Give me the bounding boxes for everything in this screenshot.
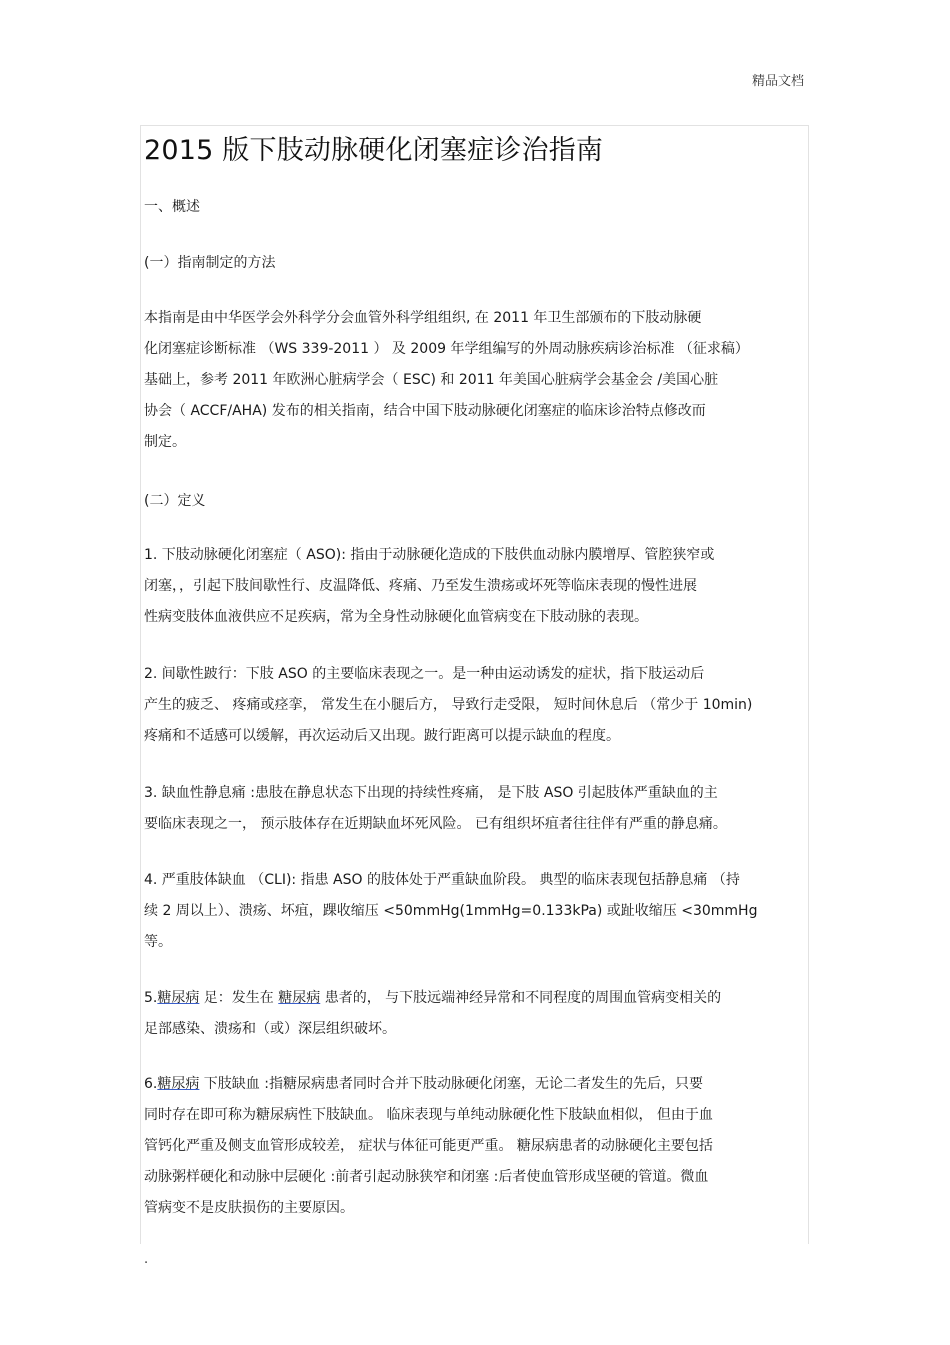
text-line xyxy=(144,983,804,1014)
definition-5 xyxy=(144,983,804,1045)
item-number: 6. xyxy=(144,1076,158,1092)
text-line: 同时存在即可称为糖尿病性下肢缺血。 临床表现与单纯动脉硬化性下肢缺血相似， 但由于血 xyxy=(144,1107,713,1123)
diabetes-link[interactable]: 糖尿病 xyxy=(278,990,321,1006)
paragraph-method xyxy=(144,303,804,458)
text-line: 制定。 xyxy=(144,434,186,450)
definition-3 xyxy=(144,778,804,840)
document-title: 2015 版下肢动脉硬化闭塞症诊治指南 xyxy=(144,135,604,166)
text-line: 基础上，参考 2011 年欧洲心脏病学会（ ESC) 和 2011 年美国心脏病学会基金会 /美国心脏 xyxy=(144,372,719,388)
text-line: 2. 间歇性跛行：下肢 ASO 的主要临床表现之一。是一种由运动诱发的症状，指下肢运动后 xyxy=(144,666,705,682)
footer-mark: . xyxy=(144,1252,149,1267)
text-line: 协会（ ACCF/AHA) 发布的相关指南，结合中国下肢动脉硬化闭塞症的临床诊治特点修改而 xyxy=(144,403,706,419)
subsection-heading-method: (一）指南制定的方法 xyxy=(144,255,276,271)
subsection-heading-definition: (二）定义 xyxy=(144,493,206,509)
text-line: 要临床表现之一， 预示肢体存在近期缺血坏死风险。 已有组织坏疽者往往伴有严重的静息痛。 xyxy=(144,816,727,832)
definition-4 xyxy=(144,865,804,958)
definition-6 xyxy=(144,1069,804,1224)
text-line: 足部感染、溃疡和（或）深层组织破坏。 xyxy=(144,1021,396,1037)
text-fragment: 足：发生在 xyxy=(199,990,279,1006)
item-number: 5. xyxy=(144,990,158,1006)
text-line: 3. 缺血性静息痛 :患肢在静息状态下出现的持续性疼痛， 是下肢 ASO 引起肢体严重缺血的主 xyxy=(144,785,718,801)
text-line: 管病变不是皮肤损伤的主要原因。 xyxy=(144,1200,354,1216)
text-line: 疼痛和不适感可以缓解，再次运动后又出现。跛行距离可以提示缺血的程度。 xyxy=(144,728,620,744)
text-line: 等。 xyxy=(144,934,172,950)
text-line xyxy=(144,1069,804,1100)
section-heading-overview: 一、概述 xyxy=(144,199,200,215)
text-line: 产生的疲乏、 疼痛或痉挛， 常发生在小腿后方， 导致行走受限， 短时间休息后 （常少于 10min) xyxy=(144,697,753,713)
text-line: 化闭塞症诊断标准 （WS 339-2011 ） 及 2009 年学组编写的外周动脉疾病诊治标准 （征求稿） xyxy=(144,341,749,357)
text-line: 4. 严重肢体缺血 （CLI): 指患 ASO 的肢体处于严重缺血阶段。 典型的临床表现包括静息痛 （持 xyxy=(144,872,740,888)
text-line: 管钙化严重及侧支血管形成较差， 症状与体征可能更严重。 糖尿病患者的动脉硬化主要包括 xyxy=(144,1138,713,1154)
text-fragment: 患者的， 与下肢远端神经异常和不同程度的周围血管病变相关的 xyxy=(320,990,722,1006)
header-note: 精品文档 xyxy=(752,74,805,89)
definition-2 xyxy=(144,659,804,752)
text-line: 闭塞，，引起下肢间歇性行、皮温降低、疼痛、乃至发生溃疡或坏死等临床表现的慢性进展 xyxy=(144,578,697,594)
text-line: 动脉粥样硬化和动脉中层硬化 :前者引起动脉狭窄和闭塞 :后者使血管形成坚硬的管道。微血 xyxy=(144,1169,709,1185)
text-line: 续 2 周以上）、溃疡、坏疽，踝收缩压 <50mmHg(1mmHg=0.133kPa) 或趾收缩压 <30mmHg xyxy=(144,903,758,919)
definition-1 xyxy=(144,540,804,633)
text-fragment: 下肢缺血 :指糖尿病患者同时合并下肢动脉硬化闭塞，无论二者发生的先后，只要 xyxy=(199,1076,703,1092)
text-line: 性病变肢体血液供应不足疾病，常为全身性动脉硬化血管病变在下肢动脉的表现。 xyxy=(144,609,648,625)
diabetes-link[interactable]: 糖尿病 xyxy=(157,990,200,1006)
text-line: 本指南是由中华医学会外科学分会血管外科学组组织, 在 2011 年卫生部颁布的下肢动脉硬 xyxy=(144,310,702,326)
diabetes-link[interactable]: 糖尿病 xyxy=(157,1076,200,1092)
text-line: 1. 下肢动脉硬化闭塞症（ ASO): 指由于动脉硬化造成的下肢供血动脉内膜增厚、管腔狭窄或 xyxy=(144,547,715,563)
